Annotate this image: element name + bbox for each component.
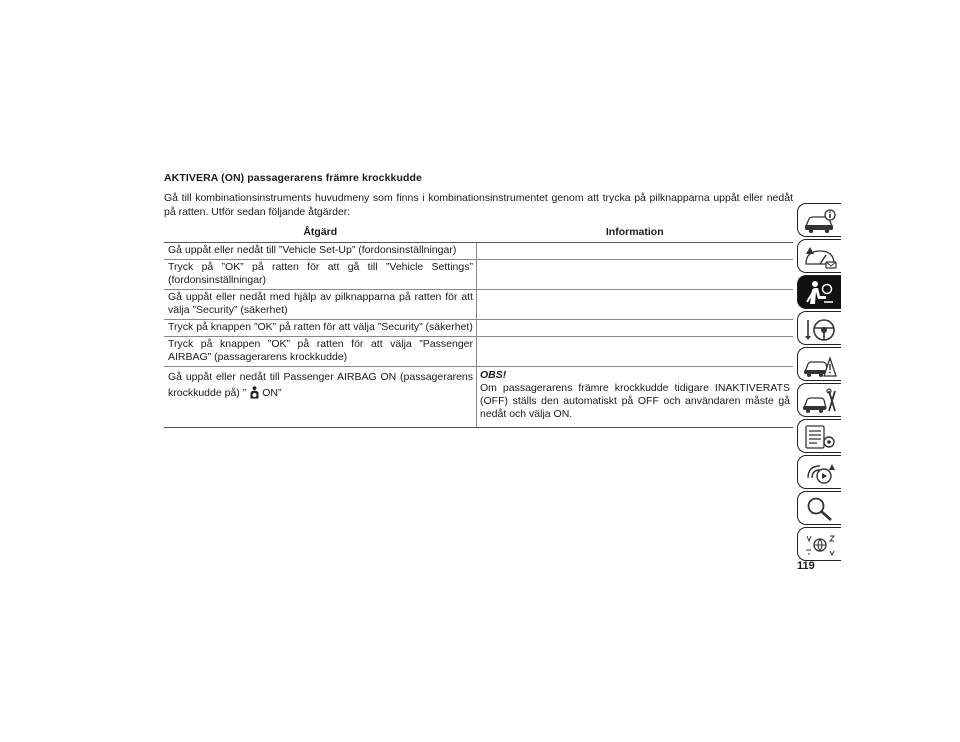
table-row [164,337,793,367]
search-index-icon [800,494,840,524]
tab-service[interactable] [797,383,841,417]
info-cell [477,367,794,428]
tab-car-info[interactable] [797,203,841,237]
info-cell [477,290,794,320]
note-label: OBS! [480,369,507,381]
column-header-action: Åtgärd [164,224,477,243]
tab-starting-driving[interactable] [797,311,841,345]
action-cell: Tryck på knappen ”OK” på ratten för att välja ”Passenger AIRBAG” (passagerarens krockkudde) [164,337,477,367]
car-info-icon [800,206,840,236]
multimedia-icon [800,458,840,488]
tab-index[interactable] [797,491,841,525]
action-cell [164,367,477,428]
action-cell: Gå uppåt eller nedåt med hjälp av pilknapparna på ratten för att välja ”Security” (säkerhet) [164,290,477,320]
table-row [164,243,793,260]
seat-airbag-safety-icon [800,278,840,308]
intro-paragraph: Gå till kombinationsinstruments huvudmeny som finns i kombinationsinstrumentet genom att trycka på pilknapparna uppåt eller nedåt på ratten. Utför sedan följande åtgärder: [164,192,793,218]
table-row [164,290,793,320]
page-number: 119 [797,560,815,572]
car-service-tools-icon [800,386,840,416]
section-heading: AKTIVERA (ON) passagerarens främre krockkudde [164,172,422,184]
tab-specifications[interactable] [797,419,841,453]
info-cell [477,243,794,260]
tab-multimedia[interactable] [797,455,841,489]
table-row [164,260,793,290]
tab-dashboard-warnings[interactable] [797,239,841,273]
table-row-airbag-on [164,367,793,428]
languages-icon [800,530,840,560]
info-cell [477,320,794,337]
procedure-table [164,224,793,428]
tab-languages[interactable] [797,527,841,561]
action-cell: Tryck på knappen ”OK” på ratten för att välja ”Security” (säkerhet) [164,320,477,337]
dashboard-warning-icon [800,242,840,272]
chapter-tabs [797,203,841,563]
action-cell: Gå uppåt eller nedåt till ”Vehicle Set-Up” (fordonsinställningar) [164,243,477,260]
car-emergency-icon [800,350,840,380]
note-text: Om passagerarens främre krockkudde tidigare INAKTIVERATS (OFF) ställs den automatiskt på OFF och användaren måste gå nedåt och välja ON. [480,382,790,420]
info-cell [477,260,794,290]
table-row [164,320,793,337]
steering-wheel-starting-icon [800,314,840,344]
action-cell: Tryck på ”OK” på ratten för att gå till ”Vehicle Settings” (fordonsinställningar) [164,260,477,290]
tab-safety[interactable] [797,275,841,309]
passenger-airbag-icon [249,386,260,404]
info-cell [477,337,794,367]
column-header-info: Information [477,224,794,243]
specifications-list-icon [800,422,840,452]
table-header-row [164,224,793,243]
tab-emergency[interactable] [797,347,841,381]
action-text-suffix: ON” [262,387,282,399]
action-text-prefix: Gå uppåt eller nedåt till Passenger AIRBAG ON (passagerarens krockkudde på) ” [168,371,473,399]
